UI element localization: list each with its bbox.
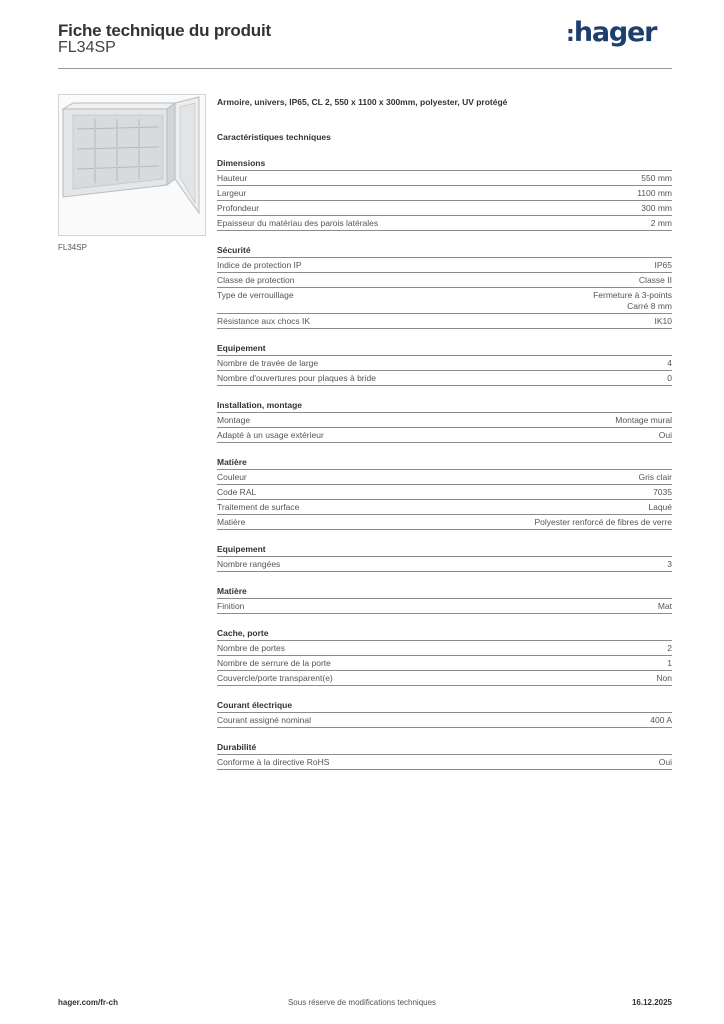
- spec-section: [217, 399, 672, 443]
- spec-label: Largeur: [217, 188, 247, 198]
- spec-row: [217, 273, 672, 288]
- spec-value: 550 mm: [641, 173, 672, 183]
- spec-value: 1100 mm: [637, 188, 672, 198]
- section-title: Installation, montage: [217, 399, 672, 413]
- spec-label: Traitement de surface: [217, 502, 300, 512]
- spec-label: Nombre d'ouvertures pour plaques à bride: [217, 373, 376, 383]
- spec-section: [217, 585, 672, 614]
- logo-wordmark: hager: [573, 17, 657, 48]
- section-title: Durabilité: [217, 741, 672, 755]
- spec-row: [217, 314, 672, 329]
- product-reference: FL34SP: [58, 39, 116, 56]
- spec-label: Courant assigné nominal: [217, 715, 312, 725]
- spec-label: Montage: [217, 415, 251, 425]
- spec-row: [217, 713, 672, 728]
- spec-section: [217, 456, 672, 530]
- spec-row: [217, 201, 672, 216]
- spec-value: Classe II: [638, 275, 672, 285]
- spec-row: [217, 413, 672, 428]
- spec-label: Adapté à un usage extérieur: [217, 430, 324, 440]
- spec-value: 2 mm: [650, 218, 672, 228]
- spec-section: [217, 244, 672, 329]
- spec-value: Non: [656, 673, 672, 683]
- spec-label: Code RAL: [217, 487, 257, 497]
- section-title: Equipement: [217, 543, 672, 557]
- product-description: Armoire, univers, IP65, CL 2, 550 x 1100 x 300mm, polyester, UV protégé: [217, 97, 508, 107]
- spec-label: Nombre rangées: [217, 559, 281, 569]
- spec-label: Hauteur: [217, 173, 248, 183]
- spec-value: 2: [667, 643, 672, 653]
- specs-heading: Caractéristiques techniques: [217, 132, 331, 142]
- spec-value: 400 A: [650, 715, 672, 725]
- spec-row: [217, 599, 672, 614]
- spec-row: [217, 470, 672, 485]
- spec-value: 1: [667, 658, 672, 668]
- spec-value: Oui: [658, 430, 672, 440]
- spec-value: Gris clair: [638, 472, 672, 482]
- spec-section: [217, 342, 672, 386]
- spec-label: Couvercle/porte transparent(e): [217, 673, 333, 683]
- spec-row: [217, 485, 672, 500]
- spec-label: Profondeur: [217, 203, 260, 213]
- spec-label: Nombre de serrure de la porte: [217, 658, 331, 668]
- spec-label: Classe de protection: [217, 275, 295, 285]
- section-title: Matière: [217, 456, 672, 470]
- header-divider: [58, 68, 672, 69]
- spec-value: Mat: [657, 601, 672, 611]
- spec-section: [217, 157, 672, 231]
- spec-row: [217, 356, 672, 371]
- spec-section: [217, 543, 672, 572]
- page-title: Fiche technique du produit: [58, 21, 271, 40]
- spec-value: 3: [667, 559, 672, 569]
- spec-section: [217, 741, 672, 770]
- spec-row: [217, 216, 672, 231]
- spec-value: 300 mm: [641, 203, 672, 213]
- section-title: Equipement: [217, 342, 672, 356]
- footer-notice: Sous réserve de modifications techniques: [287, 998, 437, 1007]
- section-title: Courant électrique: [217, 699, 672, 713]
- spec-content: [217, 95, 672, 770]
- spec-value: 7035: [653, 487, 672, 497]
- spec-row: [217, 500, 672, 515]
- spec-row: [217, 428, 672, 443]
- section-title: Cache, porte: [217, 627, 672, 641]
- spec-row: [217, 186, 672, 201]
- spec-row: [217, 171, 672, 186]
- spec-row: [217, 671, 672, 686]
- hager-logo: [566, 17, 656, 48]
- spec-row: [217, 515, 672, 530]
- spec-value: 0: [667, 373, 672, 383]
- image-caption: FL34SP: [58, 243, 87, 252]
- spec-value: 4: [667, 358, 672, 368]
- spec-value: Polyester renforcé de fibres de verre: [534, 517, 672, 527]
- section-title: Dimensions: [217, 157, 672, 171]
- spec-label: Nombre de travée de large: [217, 358, 319, 368]
- spec-value: IK10: [654, 316, 672, 326]
- spec-label: Type de verrouillage: [217, 290, 294, 300]
- section-title: Sécurité: [217, 244, 672, 258]
- spec-label: Nombre de portes: [217, 643, 286, 653]
- section-title: Matière: [217, 585, 672, 599]
- spec-label: Conforme à la directive RoHS: [217, 757, 330, 767]
- footer-date: 16.12.2025: [631, 998, 672, 1007]
- spec-value: Oui: [658, 757, 672, 767]
- spec-label: Finition: [217, 601, 245, 611]
- spec-label: Couleur: [217, 472, 247, 482]
- spec-value: Fermeture à 3-points Carré 8 mm: [593, 290, 672, 311]
- spec-section: [217, 699, 672, 728]
- spec-value: Montage mural: [615, 415, 672, 425]
- spec-label: Indice de protection IP: [217, 260, 302, 270]
- spec-section: [217, 627, 672, 686]
- spec-row: [217, 641, 672, 656]
- spec-row: [217, 656, 672, 671]
- cabinet-illustration: [59, 95, 205, 235]
- spec-label: Epaisseur du matériau des parois latérales: [217, 218, 379, 228]
- spec-sections: [217, 157, 672, 770]
- spec-label: Matière: [217, 517, 246, 527]
- product-image: [58, 94, 206, 236]
- spec-value: IP65: [654, 260, 672, 270]
- spec-row: [217, 755, 672, 770]
- spec-value: Laqué: [648, 502, 672, 512]
- spec-row: [217, 371, 672, 386]
- spec-label: Résistance aux chocs IK: [217, 316, 311, 326]
- logo-dots-icon: :: [566, 22, 573, 47]
- spec-row: [217, 288, 672, 314]
- spec-row: [217, 557, 672, 572]
- spec-row: [217, 258, 672, 273]
- footer-website: hager.com/fr-ch: [58, 998, 119, 1007]
